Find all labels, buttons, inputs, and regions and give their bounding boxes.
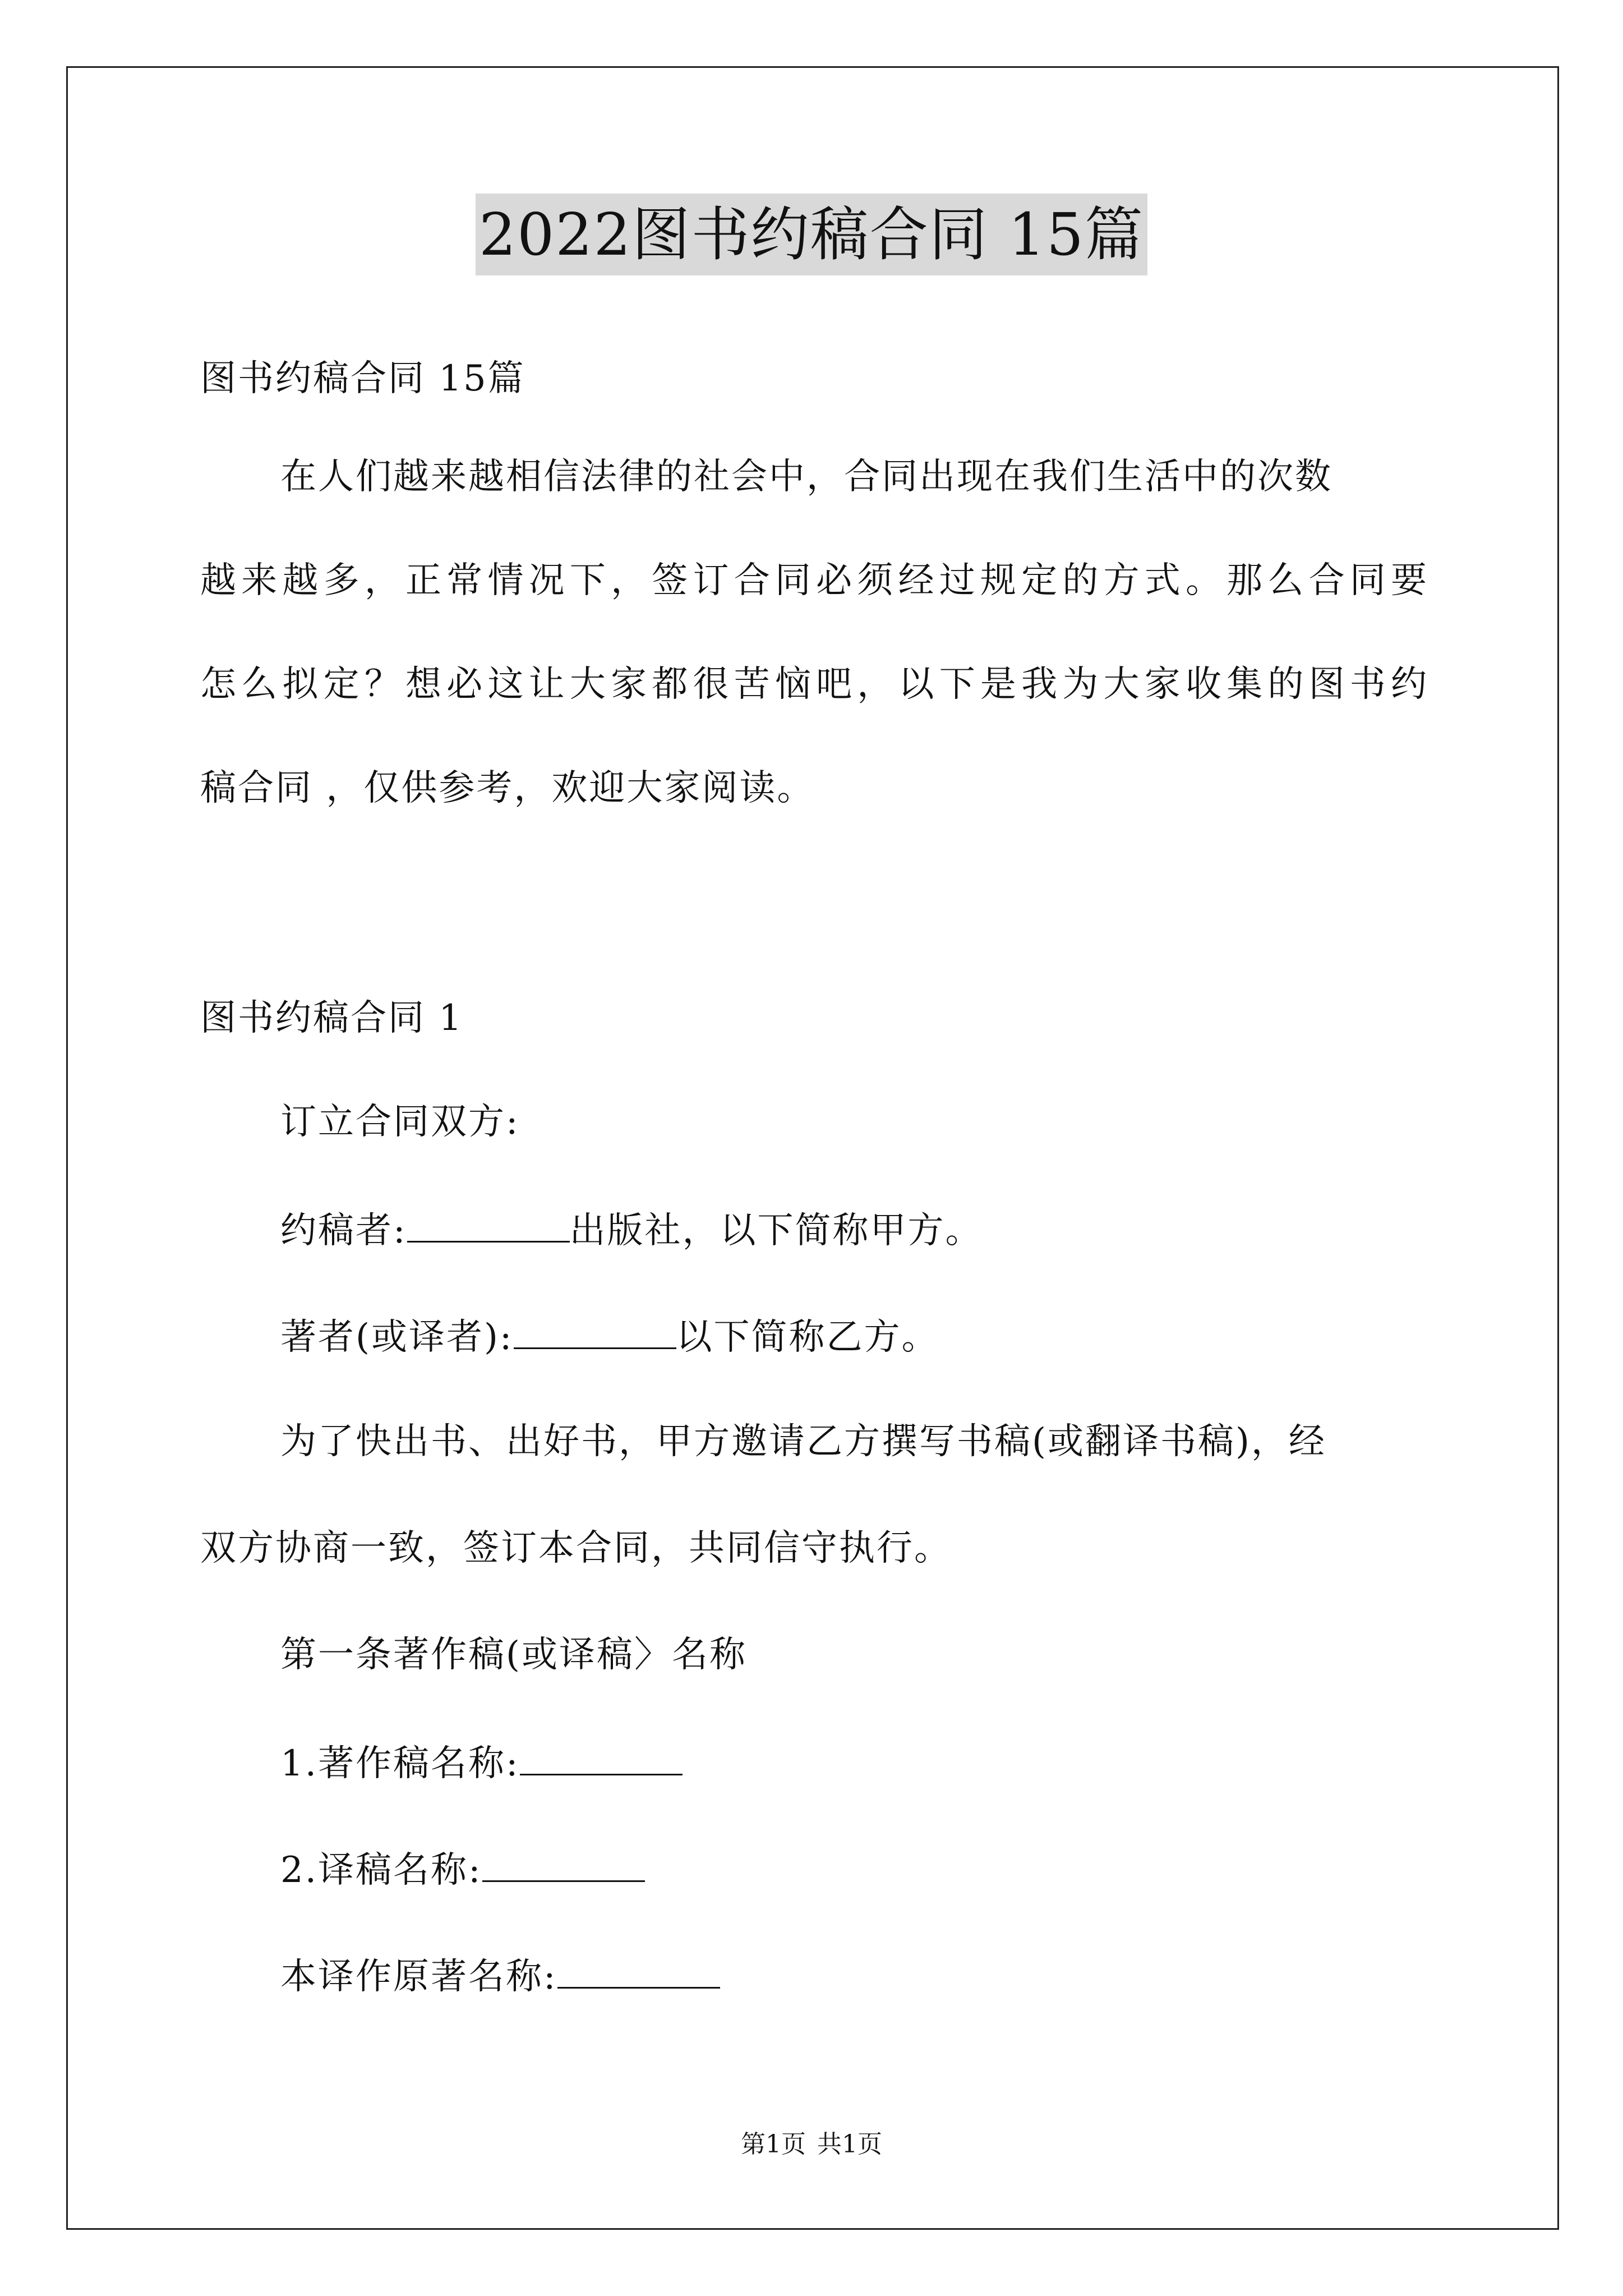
commissioner-suffix: 出版社，以下简称甲方。 (569, 1210, 983, 1251)
subtitle: 图书约稿合同 15篇 (200, 358, 525, 399)
item-three-line (280, 1952, 720, 1999)
item-three-label: 本译作原著名称: (280, 1956, 557, 1998)
item-two-line (280, 1846, 645, 1893)
commissioner-label: 约稿者: (280, 1210, 407, 1251)
item-one-line (280, 1739, 683, 1786)
author-suffix: 以下简称乙方。 (676, 1317, 939, 1358)
purpose-line-1: 为了快出书、出好书，甲方邀请乙方撰写书稿(或翻译书稿)，经 (280, 1421, 1326, 1462)
item-three-blank[interactable] (557, 1952, 720, 1989)
item-two-label: 2.译稿名称: (280, 1849, 482, 1891)
commissioner-blank[interactable] (407, 1206, 570, 1243)
parties-heading: 订立合同双方: (280, 1101, 520, 1143)
title-container (0, 194, 1623, 275)
item-two-blank[interactable] (482, 1846, 645, 1882)
commissioner-line (280, 1206, 983, 1253)
purpose-line-2: 双方协商一致，签订本合同，共同信守执行。 (200, 1527, 952, 1569)
section-heading: 图书约稿合同 1 (200, 997, 464, 1039)
document-title: 2022图书约稿合同 15篇 (476, 194, 1147, 275)
author-label: 著者(或译者): (280, 1317, 514, 1358)
page-number-total: 共1页 (817, 2130, 882, 2159)
item-one-blank[interactable] (520, 1739, 683, 1775)
article-one-heading: 第一条著作稿(或译稿〉名称 (280, 1634, 747, 1676)
intro-line-3: 怎么拟定？想必这让大家都很苦恼吧，以下是我为大家收集的图书约 (200, 664, 1428, 705)
intro-line-4: 稿合同 ，仅供参考，欢迎大家阅读。 (200, 767, 815, 809)
author-blank[interactable] (514, 1313, 676, 1349)
intro-line-2: 越来越多，正常情况下，签订合同必须经过规定的方式。那么合同要 (200, 560, 1428, 601)
intro-line-1: 在人们越来越相信法律的社会中，合同出现在我们生活中的次数 (280, 456, 1332, 498)
item-one-label: 1.著作稿名称: (280, 1743, 520, 1784)
page-number-current: 第1页 (741, 2130, 806, 2159)
page-footer (0, 2128, 1623, 2161)
author-line (280, 1313, 939, 1360)
